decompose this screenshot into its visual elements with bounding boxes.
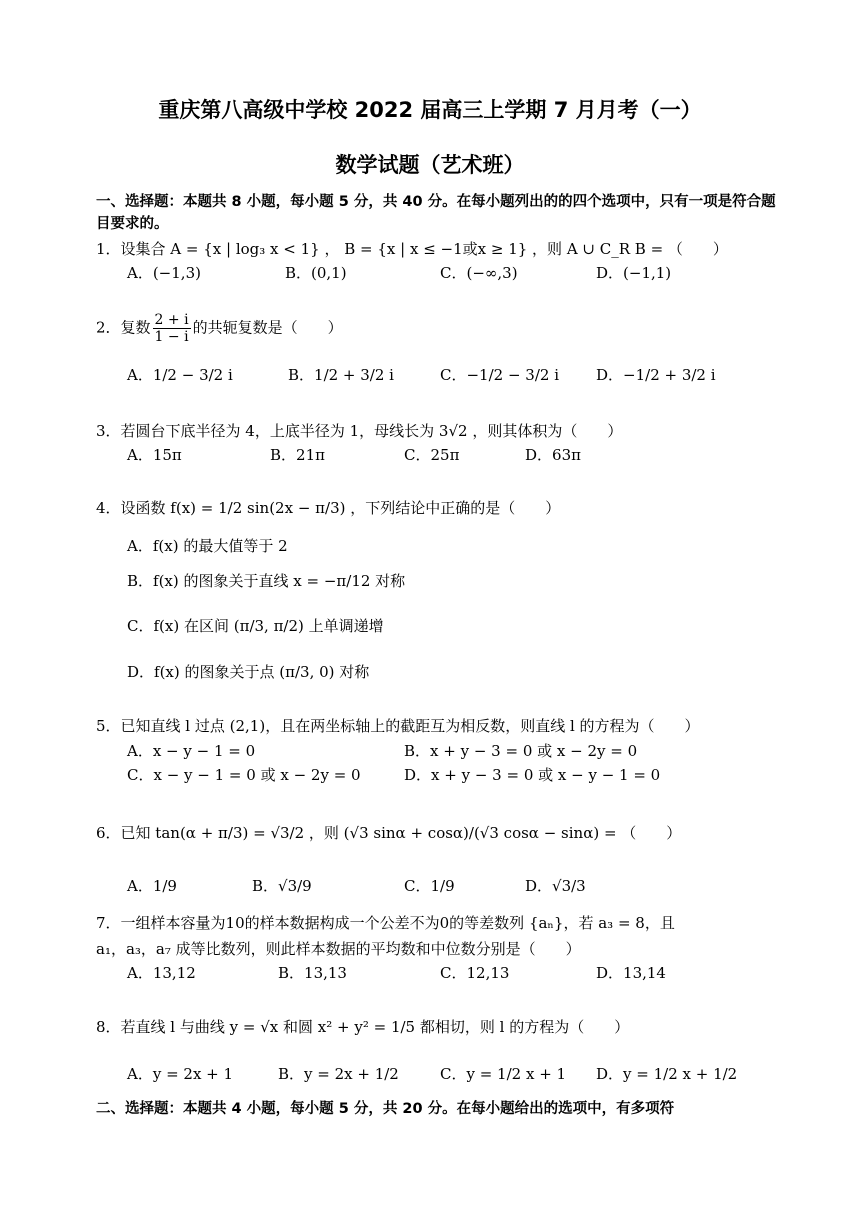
question-2-stem: [96, 312, 786, 345]
question-7-stem-line-1: 7．一组样本容量为10的样本数据构成一个公差不为0的等差数列 {aₙ}，若 a₃ = 8，且: [96, 914, 675, 932]
question-4-option-d: D．f(x) 的图象关于点 (π/3, 0) 对称: [127, 663, 370, 681]
question-5-option-c: C．x − y − 1 = 0 或 x − 2y = 0: [127, 766, 361, 784]
section-2-instructions: 二、选择题：本题共 4 小题，每小题 5 分，共 20 分。在每小题给出的选项中，有多项符: [96, 1101, 675, 1117]
question-7-option-b: B．13,13: [278, 964, 347, 982]
question-1-option-a: A．(−1,3): [127, 264, 201, 282]
question-8-option-c: C．y = 1/2 x + 1: [440, 1065, 567, 1083]
question-6-option-a: A．1/9: [127, 877, 177, 895]
question-3-option-a: A．15π: [127, 446, 182, 464]
question-3-option-c: C．25π: [404, 446, 460, 464]
question-2-option-b: B．1/2 + 3/2 i: [288, 366, 394, 384]
question-4-stem: 4．设函数 f(x) = 1/2 sin(2x − π/3) ，下列结论中正确的是（ ）: [96, 499, 561, 517]
question-5-option-b: B．x + y − 3 = 0 或 x − 2y = 0: [404, 742, 638, 760]
fraction-numerator: 2 + i: [154, 312, 189, 328]
question-5-option-d: D．x + y − 3 = 0 或 x − y − 1 = 0: [404, 766, 661, 784]
question-6-option-d: D．√3/3: [525, 877, 586, 895]
fraction-denominator: 1 − i: [154, 329, 189, 345]
question-5-stem: 5．已知直线 l 过点 (2,1)，且在两坐标轴上的截距互为相反数，则直线 l 的方程为（ ）: [96, 717, 700, 735]
question-3-option-d: D．63π: [525, 446, 581, 464]
question-8-stem: 8．若直线 l 与曲线 y = √x 和圆 x² + y² = 1/5 都相切，则 l 的方程为（ ）: [96, 1018, 630, 1036]
exam-subtitle: 数学试题（艺术班）: [335, 153, 525, 177]
question-4-option-a: A．f(x) 的最大值等于 2: [127, 537, 288, 555]
question-2-option-d: D．−1/2 + 3/2 i: [596, 366, 716, 384]
section-1-instructions: 一、选择题：本题共 8 小题，每小题 5 分，共 40 分。在每小题列出的的四个选项中，只有一项是符合题目要求的。: [96, 194, 776, 232]
exam-title: 重庆第八高级中学校 2022 届高三上学期 7 月月考（一）: [158, 98, 702, 122]
question-5-option-a: A．x − y − 1 = 0: [127, 742, 256, 760]
question-7-option-d: D．13,14: [596, 964, 666, 982]
question-7-option-c: C．12,13: [440, 964, 510, 982]
question-3-option-b: B．21π: [270, 446, 325, 464]
question-1-option-b: B．(0,1): [285, 264, 347, 282]
question-7-option-a: A．13,12: [127, 964, 196, 982]
question-2-option-a: A．1/2 − 3/2 i: [127, 366, 233, 384]
question-6-stem: 6．已知 tan(α + π/3) = √3/2 ，则 (√3 sinα + cosα)/(√3 cosα − sinα) = （ ）: [96, 824, 682, 842]
question-2-option-c: C．−1/2 − 3/2 i: [440, 366, 559, 384]
question-1-stem: 1．设集合 A = {x | log₃ x < 1} ， B = {x | x ≤ −1或x ≥ 1} ，则 A ∪ C_R B = （ ）: [96, 240, 728, 258]
question-8-option-d: D．y = 1/2 x + 1/2: [596, 1065, 738, 1083]
complex-fraction: [153, 312, 191, 345]
question-6-option-c: C．1/9: [404, 877, 455, 895]
question-1-option-d: D．(−1,1): [596, 264, 672, 282]
question-3-stem: 3．若圆台下底半径为 4，上底半径为 1，母线长为 3√2 ，则其体积为（ ）: [96, 422, 623, 440]
question-4-option-b: B．f(x) 的图象关于直线 x = −π/12 对称: [127, 572, 406, 590]
question-8-option-a: A．y = 2x + 1: [127, 1065, 234, 1083]
question-6-option-b: B．√3/9: [252, 877, 312, 895]
question-1-option-c: C．(−∞,3): [440, 264, 518, 282]
question-2-stem-post: 的共轭复数是（ ）: [192, 318, 343, 337]
question-7-stem-line-2: a₁，a₃，a₇ 成等比数列，则此样本数据的平均数和中位数分别是（ ）: [96, 940, 581, 958]
question-8-option-b: B．y = 2x + 1/2: [278, 1065, 399, 1083]
question-4-option-c: C．f(x) 在区间 (π/3, π/2) 上单调递增: [127, 617, 384, 635]
question-2-stem-pre: 2．复数: [96, 318, 151, 337]
